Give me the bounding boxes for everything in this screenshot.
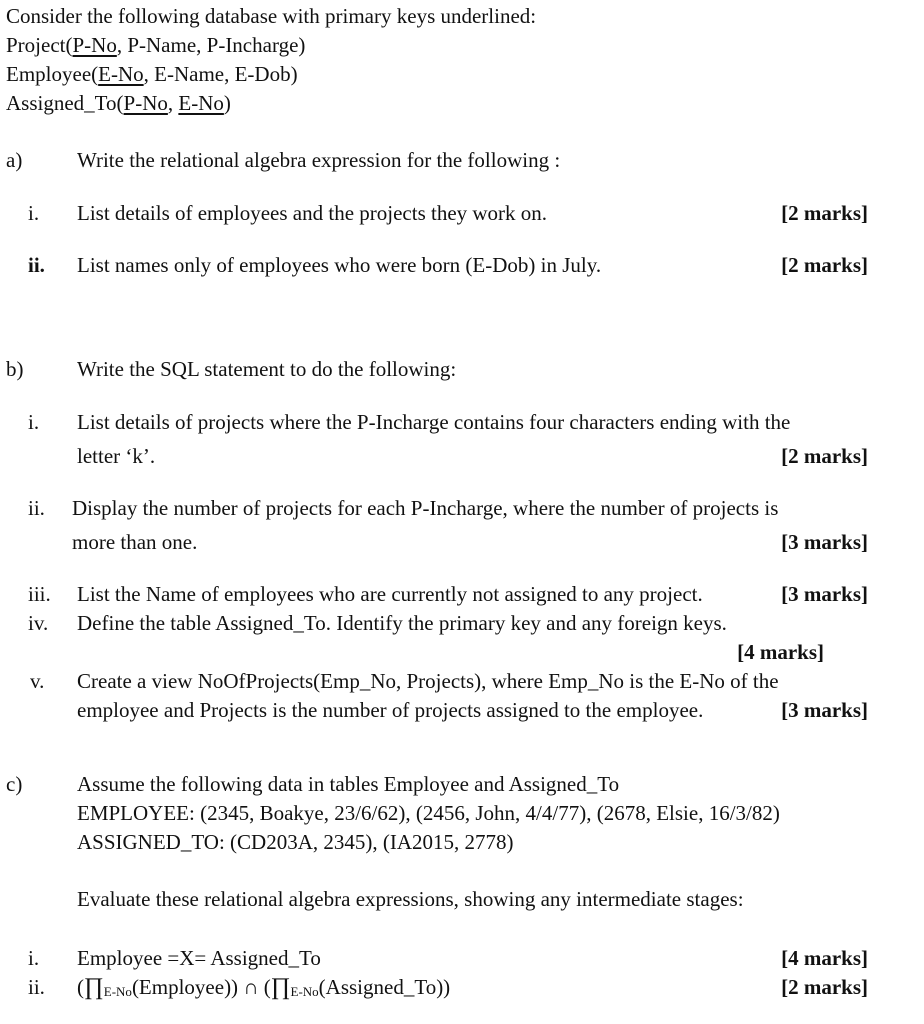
part-heading-text: Assume the following data in tables Employee and Assigned_To	[77, 772, 620, 796]
marks: [3 marks]	[781, 582, 868, 606]
primary-key: P-No	[72, 33, 117, 57]
marks: [2 marks]	[781, 201, 868, 225]
question-text: letter ‘k’.	[77, 444, 156, 468]
employee-data: EMPLOYEE: (2345, Boakye, 23/6/62), (2456, John, 4/4/77), (2678, Elsie, 16/3/82)	[77, 801, 780, 825]
part-label: c)	[6, 772, 23, 796]
question-text: employee and Projects is the number of projects assigned to the employee.	[77, 698, 704, 722]
schema-prefix: Project(	[6, 33, 73, 57]
intro-line: Consider the following database with primary keys underlined:	[6, 4, 537, 28]
projection-subscript: E-No	[103, 984, 132, 999]
question-text: List the Name of employees who are currently not assigned to any project.	[77, 582, 703, 606]
employee-schema	[6, 61, 298, 87]
question-text: List details of employees and the projects they work on.	[77, 201, 548, 225]
open-paren: (	[77, 975, 84, 999]
expression-arg: (Employee))	[131, 975, 244, 999]
schema-rest: , E-Name, E-Dob)	[143, 62, 298, 86]
question-number: ii.	[28, 253, 45, 277]
question-text: more than one.	[72, 530, 198, 554]
marks: [3 marks]	[781, 698, 868, 722]
expression	[77, 974, 450, 1005]
question-number: v.	[30, 669, 45, 693]
expression-arg: (Assigned_To))	[318, 975, 451, 999]
part-heading-text: Write the relational algebra expression for the following :	[77, 148, 561, 172]
question-number: ii.	[28, 975, 45, 999]
project-schema	[6, 32, 305, 58]
marks: [2 marks]	[781, 444, 868, 468]
schema-sep: ,	[167, 91, 179, 115]
assigned-schema	[6, 90, 231, 116]
question-text: List names only of employees who were born (E-Dob) in July.	[77, 253, 602, 277]
marks: [2 marks]	[781, 975, 868, 999]
primary-key: E-No	[178, 91, 224, 115]
question-number: ii.	[28, 496, 45, 520]
question-text: List details of projects where the P-Incharge contains four characters ending with the	[77, 410, 791, 434]
schema-prefix: Employee(	[6, 62, 99, 86]
question-number: i.	[28, 946, 40, 970]
evaluate-instruction: Evaluate these relational algebra expressions, showing any intermediate stages:	[77, 887, 744, 911]
part-label: a)	[6, 148, 23, 172]
part-heading-text: Write the SQL statement to do the following:	[77, 357, 457, 381]
primary-key: E-No	[98, 62, 144, 86]
question-number: iii.	[28, 582, 51, 606]
question-number: i.	[28, 410, 40, 434]
question-text: Employee =X= Assigned_To	[77, 946, 321, 970]
projection-symbol: ∏	[84, 974, 104, 1000]
marks: [2 marks]	[781, 253, 868, 277]
projection-subscript: E-No	[290, 984, 319, 999]
primary-key: P-No	[123, 91, 168, 115]
marks: [3 marks]	[781, 530, 868, 554]
question-number: iv.	[28, 611, 49, 635]
marks: [4 marks]	[781, 946, 868, 970]
part-label: b)	[6, 357, 24, 381]
open-paren: (	[258, 975, 271, 999]
schema-suffix: )	[223, 91, 231, 115]
question-text: Display the number of projects for each P-Incharge, where the number of projects is	[72, 496, 779, 520]
question-text: Define the table Assigned_To. Identify the primary key and any foreign keys.	[77, 611, 727, 635]
assigned-data: ASSIGNED_TO: (CD203A, 2345), (IA2015, 2778)	[77, 830, 514, 854]
projection-symbol: ∏	[270, 974, 291, 1000]
question-text: Create a view NoOfProjects(Emp_No, Projects), where Emp_No is the E-No of the	[77, 669, 779, 693]
intersection-symbol: ∩	[243, 975, 259, 999]
marks: [4 marks]	[737, 640, 824, 664]
schema-prefix: Assigned_To(	[6, 91, 124, 115]
question-number: i.	[28, 201, 40, 225]
schema-rest: , P-Name, P-Incharge)	[116, 33, 306, 57]
